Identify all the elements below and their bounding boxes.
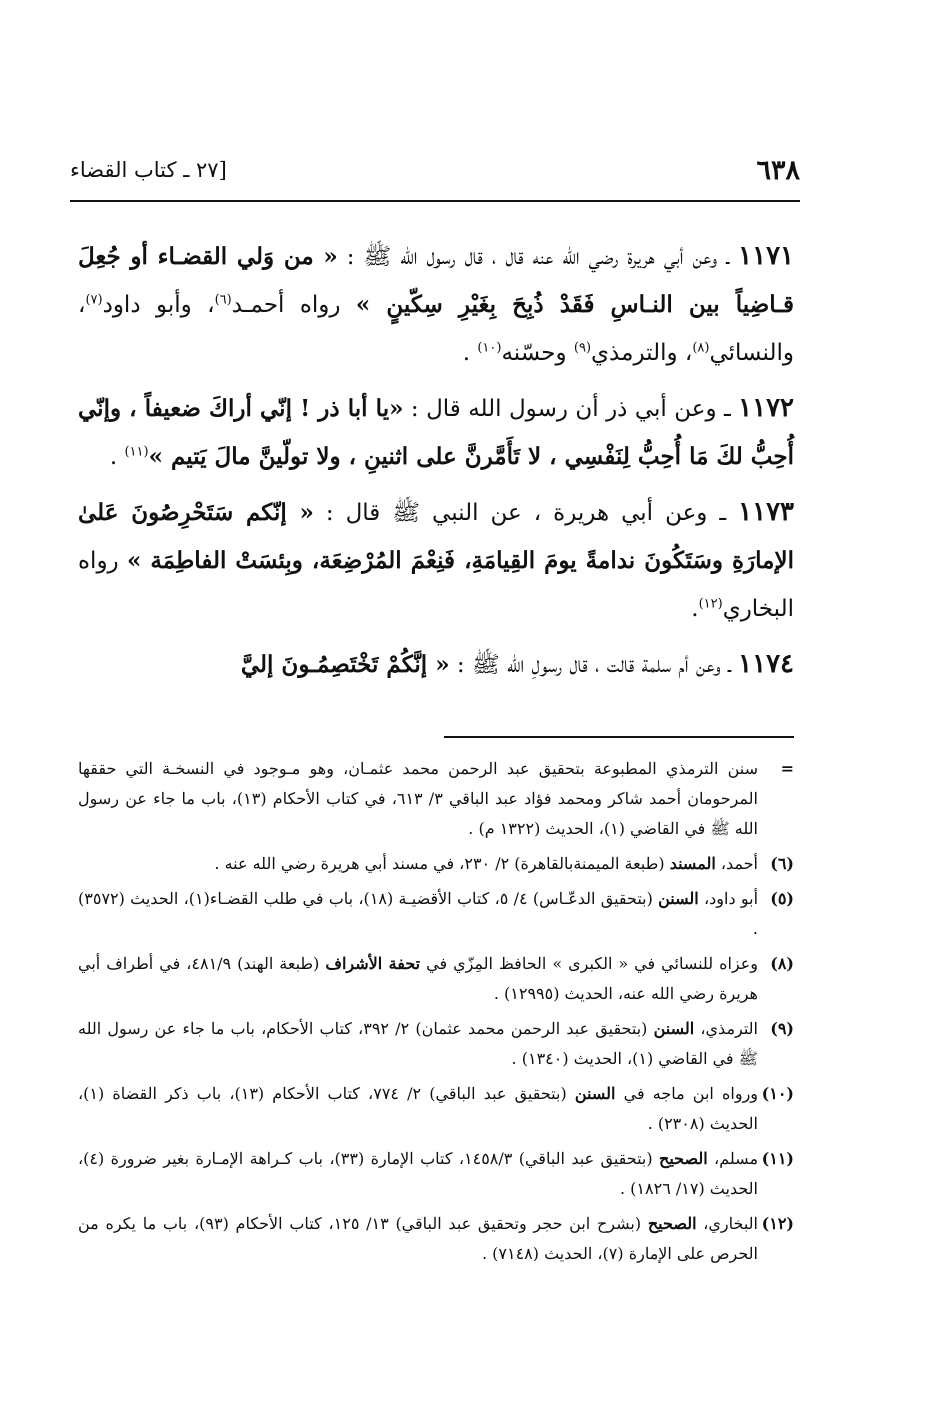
hadith-quote: « إنَّكُمْ تَخْتَصِمُـونَ إليَّ <box>240 651 450 678</box>
footnote-number: (١٠) <box>761 1084 794 1103</box>
footnote-rule <box>444 736 794 738</box>
footnote-book-title: الصحيح <box>659 1149 708 1168</box>
chapter-title: [٢٧ ـ كتاب القضاء <box>70 158 227 182</box>
footnote-text: أحمد، <box>715 854 758 873</box>
footnote-continued <box>78 754 794 844</box>
footnote-text: (بتحقيق عبد الباقي) ١٤٥٨/٣، كتاب الإمارة (٣٣)، باب كـراهة الإمـارة بغير ضرورة (٤)، الحديث (١٧/ ١٨٢٦) . <box>78 1149 758 1198</box>
hadith-1171 <box>78 232 794 377</box>
hadith-tail: رواه أحمـد <box>231 292 356 318</box>
footnote-number: (٩) <box>770 1019 794 1038</box>
hadith-quote: « من وَلي القضـاء أو جُعِلَ قـاضِياً بين النـاسِ فَقَدْ ذُبِحَ بِغَيْرِ سِكّينٍ » <box>78 243 794 318</box>
footnote-9 <box>78 1014 794 1074</box>
footnote-text: وعزاه للنسائي في « الكبرى » الحافظ المِزّي في <box>420 954 758 973</box>
footnote-number: (٦) <box>770 854 794 873</box>
hadith-text: ، والنسائي <box>78 292 794 366</box>
footnote-ref[interactable]: (١١) <box>124 444 149 460</box>
hadith-text: وحسّنه <box>501 340 574 366</box>
footnote-number: (٥) <box>770 889 794 908</box>
footnote-book-title: السنن <box>653 1019 695 1038</box>
footnote-11 <box>78 1144 794 1204</box>
footnote-number: = <box>780 759 794 778</box>
footnote-book-title: السنن <box>574 1084 616 1103</box>
hadith-1173 <box>78 488 794 633</box>
footnote-7 <box>78 884 794 944</box>
footnote-number: (١١) <box>761 1149 794 1168</box>
footnotes <box>78 754 794 1274</box>
footnote-ref[interactable]: (٦) <box>214 292 232 308</box>
footnote-book-title: المسند <box>669 854 716 873</box>
footnote-12 <box>78 1209 794 1269</box>
footnote-number: (١٢) <box>761 1214 794 1233</box>
footnote-text: مسلم، <box>707 1149 759 1168</box>
footnote-ref[interactable]: (١٠) <box>477 340 502 356</box>
footnote-text: البخاري، <box>696 1214 759 1233</box>
hadith-lead: ـ وعن أبي هريرة رضي الله عنه قال ، قال رسول الله ﷺ : <box>337 244 739 270</box>
hadith-end: . <box>109 444 125 470</box>
footnote-ref[interactable]: (٩) <box>573 340 592 356</box>
running-header <box>70 152 800 188</box>
hadith-tail: رواه البخاري <box>78 548 794 622</box>
hadith-text: ، وأبو داود <box>102 292 215 318</box>
hadith-end: . <box>691 596 699 622</box>
footnote-book-title: السنن <box>658 889 699 908</box>
footnote-text: سنن الترمذي المطبوعة بتحقيق عبد الرحمن محمد عثمـان، وهو مـوجود في النسخـة التي حققها المرحومان أحمد شاكر ومحمد فؤاد عبد الباقي ٣/ ٦١٣، في كتاب الأحكام (١٣)، باب ما جاء عن رسول الله ﷺ في القاضي (١)، الحديث (١٣٢٢ م) . <box>78 759 758 838</box>
footnote-8 <box>78 949 794 1009</box>
footnote-text: ورواه ابن ماجه في <box>615 1084 759 1103</box>
page-number: ٦٣٨ <box>756 154 800 186</box>
footnote-10 <box>78 1079 794 1139</box>
hadith-lead: ـ وعن أبي ذر أن رسول الله قال : <box>403 396 739 422</box>
hadith-1174 <box>78 640 794 689</box>
hadith-lead: ـ وعن أم سلمة قالت ، قال رسولِ الله ﷺ : <box>449 652 739 678</box>
footnote-book-title: تحفة الأشراف <box>325 954 421 973</box>
footnote-6 <box>78 849 794 879</box>
header-rule <box>70 200 800 202</box>
footnote-text: (بشرح ابن حجر وتحقيق عبد الباقي) ١٣/ ١٢٥، كتاب الأحكام (٩٣)، باب ما يكره من الحرص على الإمارة (٧)، الحديث (٧١٤٨) . <box>78 1214 758 1263</box>
hadith-lead: ـ وعن أبي هريرة ، عن النبي ﷺ قال : <box>313 500 739 526</box>
footnote-number: (٨) <box>770 954 794 973</box>
footnote-text: (بتحقيق عبد الباقي) ٢/ ٧٧٤، كتاب الأحكام (١٣)، باب ذكر القضاة (١)، الحديث (٢٣٠٨) . <box>78 1084 758 1133</box>
footnote-ref[interactable]: (٨) <box>692 340 710 356</box>
hadith-number: ١١٧٤ <box>738 649 794 679</box>
hadith-text: ، والترمذي <box>591 340 693 366</box>
hadith-1172 <box>78 384 794 481</box>
hadith-quote: « إنّكم سَتَحْرِصُونَ عَلىٰ الإمارَةِ وسَتَكُونَ ندامةً يومَ القِيامَةِ، فَنِعْمَ المُرْضِعَة، وبِئسَتْ الفاطِمَة » <box>78 499 795 574</box>
footnote-book-title: الصحيح <box>647 1214 697 1233</box>
footnote-ref[interactable]: (١٢) <box>698 596 723 612</box>
footnote-text: (بتحقيق الدعّـاس) ٤/ ٥، كتاب الأقضيـة (١٨)، باب في طلب القضـاء(١)، الحديث (٣٥٧٢) . <box>78 889 758 938</box>
hadith-end: . <box>462 340 478 366</box>
hadith-quote: «يا أبا ذر ! إنّي أراكَ ضعيفاً ، وإنّي أُحِبُّ لكَ مَا أُحِبُّ لِنَفْسِي ، لا تَأَمَّرنَّ على اثنينِ ، ولا تولّينَّ مالَ يَتيم » <box>78 395 794 470</box>
footnote-ref[interactable]: (٧) <box>85 292 103 308</box>
footnote-text: (طبعة الميمنةبالقاهرة) ٢/ ٢٣٠، في مسند أبي هريرة رضي الله عنه . <box>214 854 670 873</box>
hadith-number: ١١٧٢ <box>738 393 794 423</box>
footnote-text: (بتحقيق عبد الرحمن محمد عثمان) ٢/ ٣٩٢، كتاب الأحكام، باب ما جاء عن رسول الله ﷺ في القاضي (١)، الحديث (١٣٤٠) . <box>78 1019 758 1068</box>
footnote-text: الترمذي، <box>694 1019 758 1038</box>
hadith-number: ١١٧٣ <box>738 497 794 527</box>
hadith-number: ١١٧١ <box>738 241 794 271</box>
footnote-text: (طبعة الهند) ٤٨١/٩، في أطراف أبي هريرة رضي الله عنه، الحديث (١٢٩٩٥) . <box>78 954 758 1003</box>
footnote-text: أبو داود، <box>698 889 759 908</box>
